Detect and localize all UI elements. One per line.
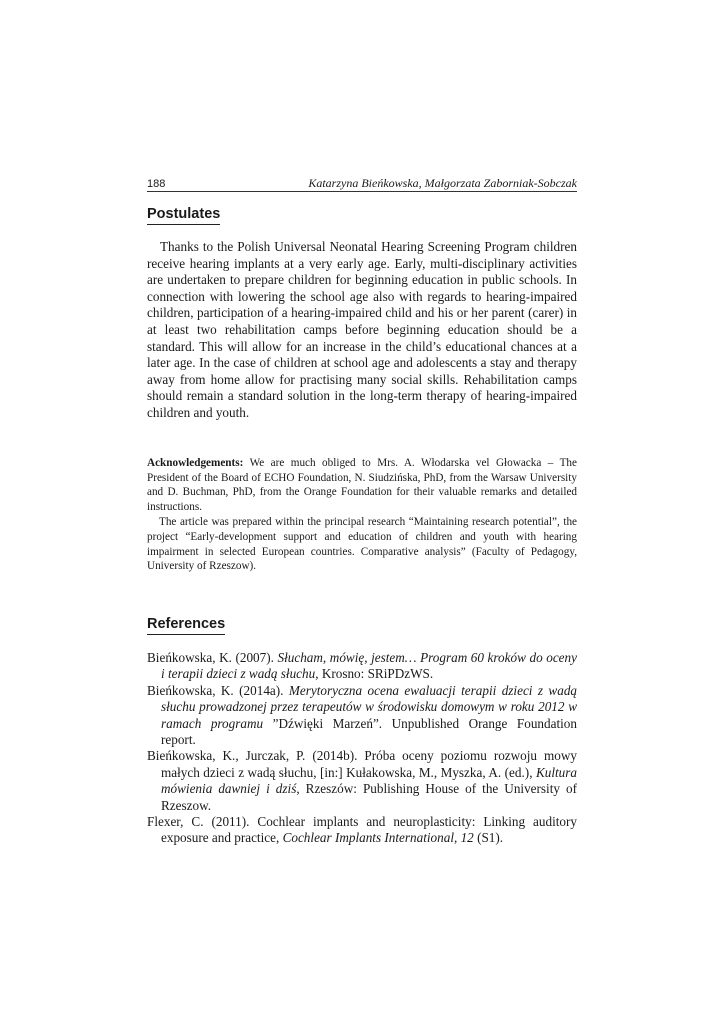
reference-tail: (S1). xyxy=(473,830,504,846)
page-number: 188 xyxy=(147,178,166,190)
acknowledgements-text: We are much obliged to Mrs. A. Włodarska vel Głowacka – The President of the Board of ECHO Foundation, N. Siudzińska, PhD, from the Warsaw University and D. Buchman, PhD, from the Orange Foundation for their valuable remarks and detailed instructions. xyxy=(147,457,577,513)
acknowledgements-paragraph xyxy=(147,456,577,514)
postulates-paragraph: Thanks to the Polish Universal Neonatal Hearing Screening Program children receive hearing implants at a very early age. Early, multi-disciplinary activities are undertaken to prepare children for beginning education in public schools. In connection with lowering the school age also with regards to hearing-impaired children, participation of a hearing-impaired child and his or her parent (carer) in at least two rehabilitation camps before beginning education should be a standard. This will allow for an increase in the child’s educational chances at a later age. In the case of children at school age and adolescents a stay and therapy away from home allow for practising many social skills. Rehabilitation camps should remain a standard solution in the long-term therapy of hearing-impaired children and youth. xyxy=(147,239,577,420)
reference-item xyxy=(147,683,577,749)
reference-item xyxy=(147,650,577,683)
acknowledgements-block xyxy=(147,456,577,574)
reference-tail: ”Dźwięki Marzeń”. Unpublished Orange Foundation report. xyxy=(161,715,577,748)
acknowledgements-paragraph-2: The article was prepared within the principal research “Maintaining research potential”, the project “Early-development support and education of children and youth with hearing impairment in selected European countries. Comparative analysis” (Faculty of Pedagogy, University of Rzeszow). xyxy=(147,516,577,573)
acknowledgements-label: Acknowledgements: xyxy=(147,457,244,469)
reference-title: Słucham, mówię, jestem… Program 60 kroków do oceny i terapii dzieci z wadą słuchu xyxy=(161,650,577,682)
reference-title: Kultura mówienia dawniej i dziś xyxy=(161,764,577,797)
reference-tail: , Krosno: SRiPDzWS. xyxy=(315,666,434,682)
reference-tail: , Rzeszów: Publishing House of the University of Rzeszow. xyxy=(161,781,577,813)
running-head-authors: Katarzyna Bieńkowska, Małgorzata Zaborniak-Sobczak xyxy=(308,176,577,190)
reference-title: Merytoryczna ocena ewaluacji terapii dzieci z wadą słuchu prowadzonej przez terapeutów w środowisku domowym w roku 2012 w ramach programu xyxy=(161,682,578,731)
postulates-heading: Postulates xyxy=(147,205,220,225)
reference-lead: Bieńkowska, K., Jurczak, P. (2014b). Próba oceny poziomu rozwoju mowy małych dzieci z wadą słuchu, [in:] Kułakowska, M., Myszka, A. (ed.), xyxy=(147,748,577,780)
references-list xyxy=(147,650,577,847)
references-heading: References xyxy=(147,615,225,635)
reference-lead: Bieńkowska, K. (2007). xyxy=(147,650,278,665)
reference-item xyxy=(147,748,577,814)
header-rule xyxy=(147,191,577,192)
reference-lead: Flexer, C. (2011). Cochlear implants and neuroplasticity: Linking auditory exposure and practice, xyxy=(147,814,577,846)
reference-item xyxy=(147,814,577,847)
reference-title: Cochlear Implants International, 12 xyxy=(282,830,474,846)
running-head xyxy=(147,176,577,191)
reference-lead: Bieńkowska, K. (2014a). xyxy=(147,682,289,698)
